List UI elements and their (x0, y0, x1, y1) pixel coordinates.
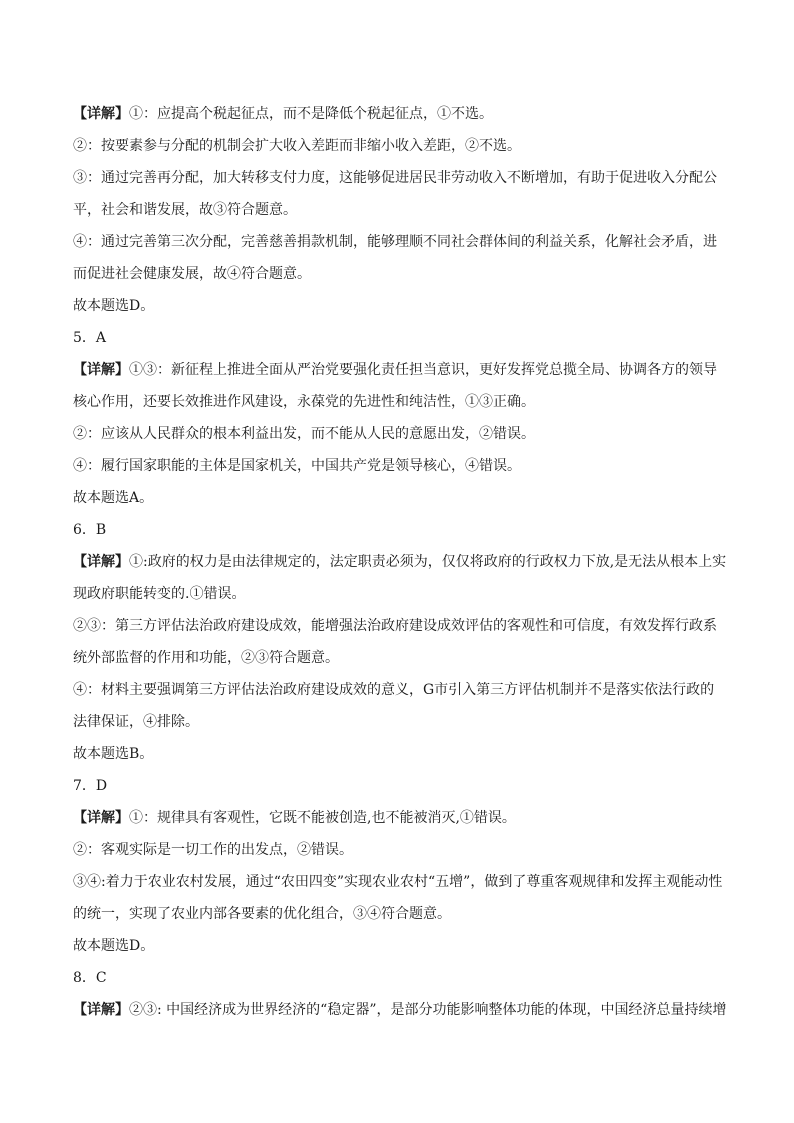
text-line (73, 738, 723, 770)
detail-label: 【详解】 (73, 106, 129, 122)
line-text: ④：履行国家职能的主体是国家机关，中国共产党是领导核心，④错误。 (73, 458, 521, 474)
text-line (73, 578, 723, 610)
line-text: 6．B (73, 522, 107, 538)
line-text: 的统一，实现了农业内部各要素的优化组合，③④符合题意。 (73, 906, 451, 922)
line-text: 统外部监督的作用和功能，②③符合题意。 (73, 650, 339, 666)
text-line (73, 354, 723, 386)
line-text: 法律保证，④排除。 (73, 714, 199, 730)
text-line (73, 834, 723, 866)
text-line (73, 546, 727, 578)
text-line (73, 130, 723, 162)
answer-explanation-text (73, 98, 727, 1026)
text-line (73, 290, 723, 322)
text-line (73, 674, 723, 706)
line-text: 5．A (73, 330, 107, 346)
text-line (73, 514, 723, 546)
text-line (73, 162, 723, 194)
line-text: ①：规律具有客观性，它既不能被创造,也不能被消灭,①错误。 (129, 810, 516, 826)
line-text: ③④:着力于农业农村发展，通过“农田四变”实现农业农村“五增”，做到了尊重客观规律和发挥主观能动性 (73, 874, 723, 890)
line-text: 核心作用，还要长效推进作风建设，永葆党的先进性和纯洁性，①③正确。 (73, 394, 535, 410)
text-line (73, 962, 723, 994)
text-line (73, 322, 723, 354)
detail-label: 【详解】 (73, 1002, 129, 1018)
line-text: 故本题选B。 (73, 746, 154, 762)
line-text: ②：应该从人民群众的根本利益出发，而不能从人民的意愿出发，②错误。 (73, 426, 535, 442)
line-text: 7．D (73, 778, 108, 794)
text-line (73, 258, 723, 290)
text-line (73, 706, 723, 738)
line-text: 而促进社会健康发展，故④符合题意。 (73, 266, 311, 282)
text-line (73, 802, 723, 834)
text-line (73, 994, 727, 1026)
text-line (73, 898, 723, 930)
text-line (73, 450, 723, 482)
line-text: ③：通过完善再分配，加大转移支付力度，这能够促进居民非劳动收入不断增加，有助于促进收入分配公 (73, 170, 717, 186)
text-line (73, 386, 723, 418)
text-line (73, 226, 723, 258)
text-line (73, 866, 723, 898)
detail-label: 【详解】 (73, 554, 129, 570)
text-line (73, 194, 723, 226)
detail-label: 【详解】 (73, 362, 129, 378)
line-text: 平，社会和谐发展，故③符合题意。 (73, 202, 297, 218)
text-line (73, 482, 723, 514)
text-line (73, 98, 723, 130)
text-line (73, 642, 723, 674)
line-text: ②③: 中国经济成为世界经济的“稳定器”，是部分功能影响整体功能的体现，中国经济总量持续增 (129, 1002, 727, 1018)
line-text: ②③：第三方评估法治政府建设成效，能增强法治政府建设成效评估的客观性和可信度，有效发挥行政系 (73, 618, 717, 634)
line-text: 8．C (73, 970, 107, 986)
line-text: ②：按要素参与分配的机制会扩大收入差距而非缩小收入差距，②不选。 (73, 138, 521, 154)
line-text: ①：应提高个税起征点，而不是降低个税起征点，①不选。 (129, 106, 493, 122)
line-text: ①③：新征程上推进全面从严治党要强化责任担当意识，更好发挥党总揽全局、协调各方的领导 (129, 362, 717, 378)
line-text: 故本题选D。 (73, 298, 155, 314)
line-text: ①:政府的权力是由法律规定的，法定职责必须为，仅仅将政府的行政权力下放,是无法从根本上实 (129, 554, 727, 570)
line-text: ④：通过完善第三次分配，完善慈善捐款机制，能够理顺不同社会群体间的利益关系，化解社会矛盾，进 (73, 234, 717, 250)
line-text: 故本题选A。 (73, 490, 154, 506)
line-text: ②：客观实际是一切工作的出发点，②错误。 (73, 842, 353, 858)
text-line (73, 418, 723, 450)
text-line (73, 770, 723, 802)
detail-label: 【详解】 (73, 810, 129, 826)
line-text: 现政府职能转变的.①错误。 (73, 586, 246, 602)
text-line (73, 610, 723, 642)
text-line (73, 930, 723, 962)
line-text: 故本题选D。 (73, 938, 155, 954)
line-text: ④：材料主要强调第三方评估法治政府建设成效的意义，G市引入第三方评估机制并不是落实依法行政的 (73, 682, 715, 698)
